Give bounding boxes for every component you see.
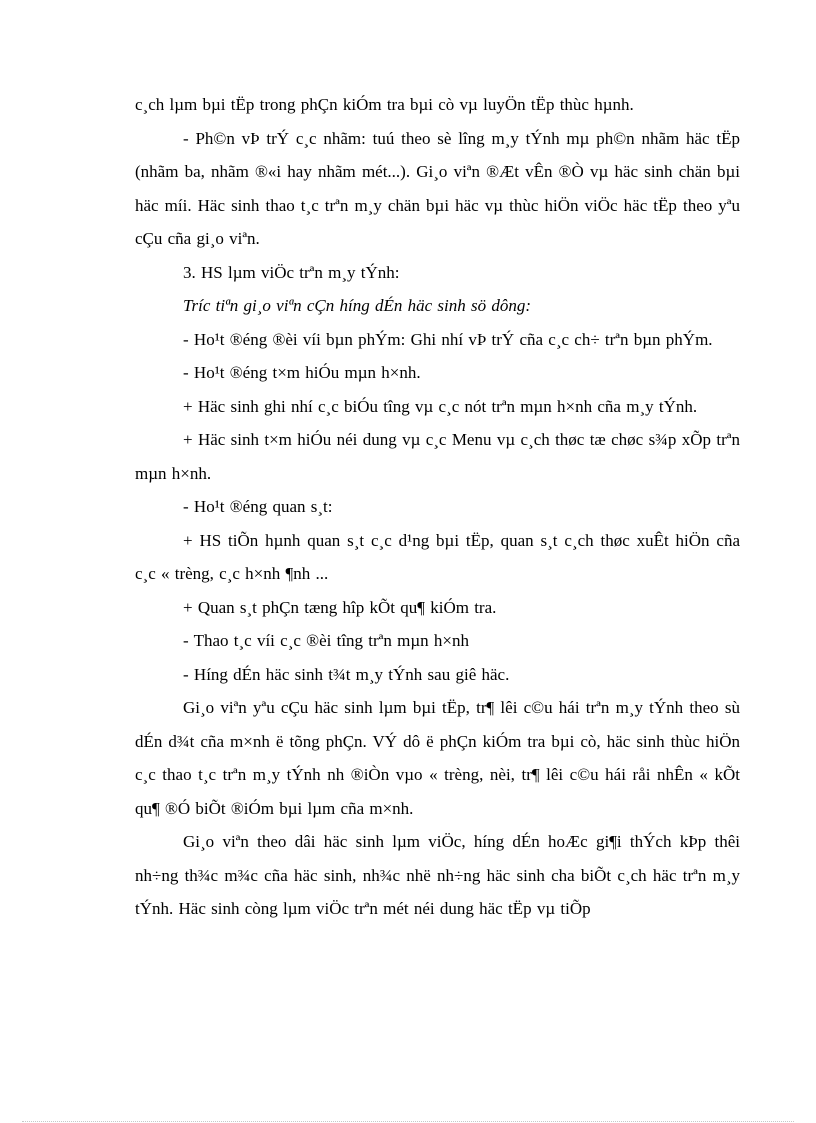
paragraph-13: - Híng dÉn häc sinh t¾t m¸y tÝnh sau giê häc. — [183, 664, 510, 684]
paragraph-9: - Ho¹t ®éng quan s¸t: — [183, 497, 333, 516]
paragraph-3: 3. HS lµm viÖc trªn m¸y tÝnh: — [183, 262, 400, 282]
paragraph-14: Gi¸o viªn yªu cÇu häc sinh lµm bµi tËp, tr¶ lêi c©u hái trªn m¸y tÝnh theo sù dÉn d¾t cña m×nh ë tõng phÇn. VÝ dô ë phÇn kiÓm tra bµi cò, häc sinh thùc hiÖn c¸c thao t¸c trªn m¸y tÝnh nh ®iÒn vµo « trèng, nèi, tr¶ lêi c©u hái råi nhÊn « kÕt qu¶ ®Ó biÕt ®iÓm bµi lµm cña m×nh. — [135, 698, 740, 818]
paragraph-4: Tríc tiªn gi¸o viªn cÇn híng dÉn häc sinh sö dông: — [183, 296, 532, 315]
body-text — [135, 88, 740, 926]
paragraph-15: Gi¸o viªn theo dâi häc sinh lµm viÖc, híng dÉn hoÆc gi¶i thÝch kÞp thêi nh÷ng th¾c m¾c cña häc sinh, nh¾c nhë nh÷ng häc sinh cha biÕt c¸ch häc trªn m¸y tÝnh. Häc sinh còng lµm viÖc trªn mét néi dung häc tËp vµ tiÕp — [135, 832, 740, 918]
paragraph-11: + Quan s¸t phÇn tæng hîp kÕt qu¶ kiÓm tra. — [183, 597, 497, 617]
paragraph-6: - Ho¹t ®éng t×m hiÓu mµn h×nh. — [183, 363, 421, 382]
paragraph-2: - Ph©n vÞ trÝ c¸c nhãm: tuú theo sè lîng m¸y tÝnh mµ ph©n nhãm häc tËp (nhãm ba, nhãm ®«i hay nhãm mét...). Gi¸o viªn ®Æt vÊn ®Ò vµ häc sinh chän bµi häc míi. Häc sinh thao t¸c trªn m¸y chän bµi häc vµ thùc hiÖn viÖc häc tËp theo yªu cÇu cña gi¸o viªn. — [135, 128, 740, 248]
paragraph-8: + Häc sinh t×m hiÓu néi dung vµ c¸c Menu vµ c¸ch thøc tæ chøc s¾p xÕp trªn mµn h×nh. — [135, 430, 740, 483]
paragraph-1: c¸ch lµm bµi tËp trong phÇn kiÓm tra bµi cò vµ luyÖn tËp thùc hµnh. — [135, 95, 634, 114]
paragraph-5: - Ho¹t ®éng ®èi víi bµn phÝm: Ghi nhí vÞ trÝ cña c¸c ch÷ trªn bµn phÝm. — [183, 329, 713, 349]
paragraph-12: - Thao t¸c víi c¸c ®èi tîng trªn mµn h×nh — [183, 631, 469, 650]
page-bottom-divider — [22, 1121, 794, 1122]
paragraph-10: + HS tiÕn hµnh quan s¸t c¸c d¹ng bµi tËp, quan s¸t c¸ch thøc xuÊt hiÖn cña c¸c « trèng, c¸c h×nh ¶nh ... — [135, 530, 740, 583]
paragraph-7: + Häc sinh ghi nhí c¸c biÓu tîng vµ c¸c nót trªn mµn h×nh cña m¸y tÝnh. — [183, 396, 698, 416]
